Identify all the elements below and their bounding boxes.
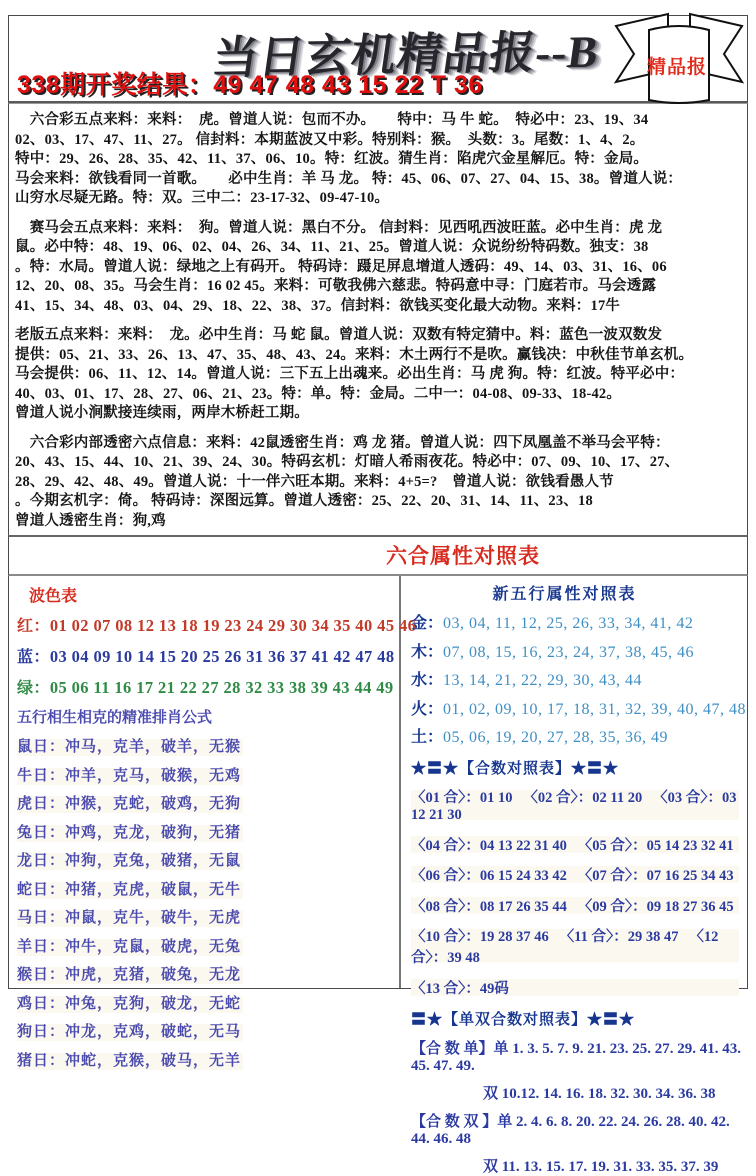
paragraph-line: 马会提供：06、11、12、14。曾道人说：三下五上出魂来。必出生肖：马 虎 狗。特：红波。特平必中： bbox=[15, 366, 685, 382]
wave-color-title: 波色表 bbox=[29, 588, 78, 605]
attribute-tables bbox=[8, 576, 748, 1175]
zodiac-formula-row: 羊日：冲牛，克鼠，破虎，无兔 bbox=[17, 938, 242, 955]
wuxing-table-title: 新五行属性对照表 bbox=[492, 586, 637, 603]
wave-color-numbers: 05 06 11 16 17 21 22 27 28 32 33 38 39 43 44 49 bbox=[49, 678, 394, 697]
paragraph-line: 提供：05、21、33、26、13、47、35、48、43、24。来料：木土两行不是吹。赢钱决：中秋佳节单玄机。 bbox=[15, 346, 694, 363]
zodiac-formula-row: 狗日：冲龙，克鸡，破蛇，无马 bbox=[17, 1024, 242, 1040]
paragraph-line: 鼠。必中特：48、19、06、02、04、26、34、11、21、25。曾道人说：众说纷纷特码数。独支：38 bbox=[15, 239, 649, 255]
wuxing-numbers: 03, 04, 11, 12, 25, 26, 33, 34, 41, 42 bbox=[443, 615, 694, 632]
wave-color-label: 绿： bbox=[17, 680, 50, 697]
danshuang-row-dan-even: 双 10.12. 14. 16. 18. 32. 30. 34. 36. 38 bbox=[483, 1085, 716, 1102]
paragraph-line: 特中：29、26、28、35、42、11、37、06、10。特：红波。猜生肖：陷虎穴金星解厄。特：金局。 bbox=[15, 151, 649, 167]
ribbon-label: 精品报 bbox=[646, 57, 707, 78]
paragraph-line: 41、15、34、48、03、04、29、18、22、38、37。信封料：欲钱买变化最大动物。来料：17牛 bbox=[15, 297, 621, 314]
title-band bbox=[8, 15, 748, 103]
tips-text-box bbox=[8, 103, 748, 535]
wuxing-row-tu bbox=[411, 724, 746, 747]
wave-color-numbers: 01 02 07 08 12 13 18 19 23 24 29 30 34 35 40 45 46 bbox=[49, 616, 417, 635]
paragraph-laoban-wudian bbox=[15, 326, 743, 424]
zodiac-formula-row: 鼠日：冲马，克羊，破羊，无猴 bbox=[17, 739, 242, 755]
zodiac-formula-row: 虎日：冲猴，克蛇，破鸡，无狗 bbox=[17, 796, 242, 812]
danshuang-table-header: 〓★【单双合数对照表】★〓★ bbox=[411, 1011, 636, 1028]
paragraph-saimahui-wudian bbox=[15, 219, 743, 317]
paragraph-line: 。今期玄机字：倚。 特码诗：深图远算。曾道人透密：25、22、20、31、14、11、23、18 bbox=[15, 493, 593, 509]
zodiac-formula-row: 鸡日：冲兔，克狗，破龙，无蛇 bbox=[17, 995, 242, 1012]
zodiac-formula-row: 牛日：冲羊，克马，破猴，无鸡 bbox=[17, 767, 242, 784]
wuxing-row-jin bbox=[411, 610, 746, 633]
heshu-row: 〈06 合〉：06 15 24 33 42 〈07 合〉：07 16 25 34 43 bbox=[411, 864, 746, 885]
wuxing-numbers: 05, 06, 19, 20, 27, 28, 35, 36, 49 bbox=[443, 729, 669, 746]
wuxing-numbers: 13, 14, 21, 22, 29, 30, 43, 44 bbox=[443, 672, 643, 689]
zodiac-formula-row: 猴日：冲虎，克猪，破兔，无龙 bbox=[17, 967, 242, 983]
heshu-row: 〈08 合〉：08 17 26 35 44 〈09 合〉：09 18 27 36 45 bbox=[411, 895, 746, 916]
danshuang-row-shuang-even: 双 11. 13. 15. 17. 19. 31. 33. 35. 37. 39 bbox=[483, 1158, 719, 1175]
page-title: 当日玄机精品报--B bbox=[209, 26, 603, 84]
heshu-row: 〈13 合〉：49码 bbox=[411, 977, 746, 998]
wave-color-label: 红： bbox=[17, 618, 50, 635]
wave-color-column bbox=[9, 576, 417, 1069]
paragraph-neibu-toumi bbox=[15, 434, 743, 532]
wave-color-row-red bbox=[17, 613, 417, 636]
zodiac-formula-row: 马日：冲鼠，克牛，破牛，无虎 bbox=[17, 910, 242, 926]
zodiac-formula-row: 龙日：冲狗，克兔，破猪，无鼠 bbox=[17, 853, 242, 869]
wuxing-column bbox=[401, 576, 750, 1175]
paragraph-line: 六合彩内部透密六点信息：来料：42鼠透密生肖：鸡 龙 猪。曾道人说：四下凤凰盖不举马会平特： bbox=[15, 434, 670, 451]
wuxing-label: 水： bbox=[411, 672, 444, 689]
wave-color-numbers: 03 04 09 10 14 15 20 25 26 31 36 37 41 42 47 48 bbox=[49, 647, 395, 666]
section-title: 六合属性对照表 bbox=[386, 545, 540, 568]
paragraph-liuhecai-wudian bbox=[15, 111, 743, 209]
heshu-row: 〈04 合〉：04 13 22 31 40 〈05 合〉：05 14 23 32 41 bbox=[411, 834, 746, 855]
tip-sheet bbox=[8, 15, 748, 1175]
paragraph-line: 六合彩五点来料：来料： 虎。曾道人说：包而不办。 特中：马 牛 蛇。 特必中：23、19、34 bbox=[15, 112, 649, 128]
wuxing-label: 木： bbox=[411, 643, 444, 661]
paragraph-line: 赛马会五点来料：来料： 狗。曾道人说：黑白不分。 信封料：见西吼西波旺蓝。必中生肖：虎 龙 bbox=[15, 219, 663, 236]
section-heading-band bbox=[8, 535, 748, 576]
danshuang-row-shuang-odd: 【合 数 双 】单 2. 4. 6. 8. 20. 22. 24. 26. 28. 40. 42. 44. 46. 48 bbox=[411, 1113, 734, 1147]
paragraph-line: 28、29、42、48、49。曾道人说：十一伴六旺本期。来料：4+5=? 曾道人说：欲钱看愚人节 bbox=[15, 473, 614, 490]
wuxing-label: 火： bbox=[411, 700, 444, 718]
wuxing-label: 金： bbox=[411, 615, 444, 632]
paragraph-line: 老版五点来料：来料： 龙。必中生肖：马 蛇 鼠。曾道人说：双数有特定猜中。料：蓝色一波双数发 bbox=[15, 327, 663, 343]
zodiac-formula-row: 蛇日：冲猪，克虎，破鼠，无牛 bbox=[17, 881, 242, 898]
paragraph-line: 曾道人透密生肖：狗,鸡 bbox=[15, 512, 166, 529]
danshuang-row-dan-odd: 【合 数 单】单 1. 3. 5. 7. 9. 21. 23. 25. 27. 29. 41. 43. 45. 47. 49. bbox=[411, 1040, 745, 1074]
wave-color-row-blue bbox=[17, 644, 393, 667]
zodiac-formula-row: 兔日：冲鸡，克龙，破狗，无猪 bbox=[17, 824, 242, 841]
wuxing-numbers: 01, 02, 09, 10, 17, 18, 31, 32, 39, 40, 47, 48 bbox=[443, 700, 747, 718]
paragraph-line: 曾道人说小涧默接连续雨，两岸木桥赶工期。 bbox=[15, 405, 309, 421]
wuxing-label: 土： bbox=[411, 729, 444, 746]
draw-result-line: 338期开奖结果：49 47 48 43 15 22 T 36 bbox=[17, 71, 483, 99]
paragraph-line: 40、03、01、17、28、27、06、21、23。特：单。特：金局。二中一：04-08、09-33、18-42。 bbox=[15, 385, 622, 402]
paragraph-line: 20、43、15、44、10、21、39、24、30。特码玄机：灯暗人希雨夜花。特必中：07、09、10、17、27、 bbox=[15, 454, 680, 470]
zodiac-formula-title: 五行相生相克的精准排肖公式 bbox=[17, 710, 213, 726]
zodiac-formula-row: 猪日：冲蛇，克猴，破马，无羊 bbox=[17, 1052, 242, 1069]
paragraph-line: 02、03、17、47、11、27。 信封料：本期蓝波又中彩。特别料：猴。 头数：3。尾数：1、4、2。 bbox=[15, 131, 645, 148]
ribbon-banner bbox=[613, 4, 745, 104]
wuxing-row-huo bbox=[411, 696, 746, 719]
wuxing-row-shui bbox=[411, 667, 746, 690]
paragraph-line: 山穷水尽疑无路。特：双。三中二：23-17-32、09-47-10。 bbox=[15, 190, 390, 206]
heshu-row: 〈01 合〉：01 10 〈02 合〉：02 11 20 〈03 合〉：03 12 21 30 bbox=[411, 786, 746, 824]
paragraph-line: 。特：水局。曾道人说：绿地之上有码开。 特码诗：蹑足屏息增道人透码：49、14、03、31、16、06 bbox=[15, 258, 667, 275]
paragraph-line: 12、20、08、35。马会生肖：16 02 45。来料：可敬我佛六慈悲。特码意中寻：门庭若市。马会透露 bbox=[15, 278, 657, 294]
wuxing-numbers: 07, 08, 15, 16, 23, 24, 37, 38, 45, 46 bbox=[443, 643, 695, 661]
wuxing-row-mu bbox=[411, 639, 746, 662]
wave-color-row-green bbox=[17, 675, 393, 698]
heshu-row: 〈10 合〉：19 28 37 46 〈11 合〉：29 38 47 〈12 合〉：39 48 bbox=[411, 925, 746, 967]
wave-color-label: 蓝： bbox=[17, 649, 50, 666]
heshu-table-header: ★〓★【合数对照表】★〓★ bbox=[411, 761, 620, 777]
paragraph-line: 马会来料：欲钱看同一首歌。 必中生肖：羊 马 龙。 特：45、06、07、27、04、15、38。曾道人说： bbox=[15, 170, 683, 187]
